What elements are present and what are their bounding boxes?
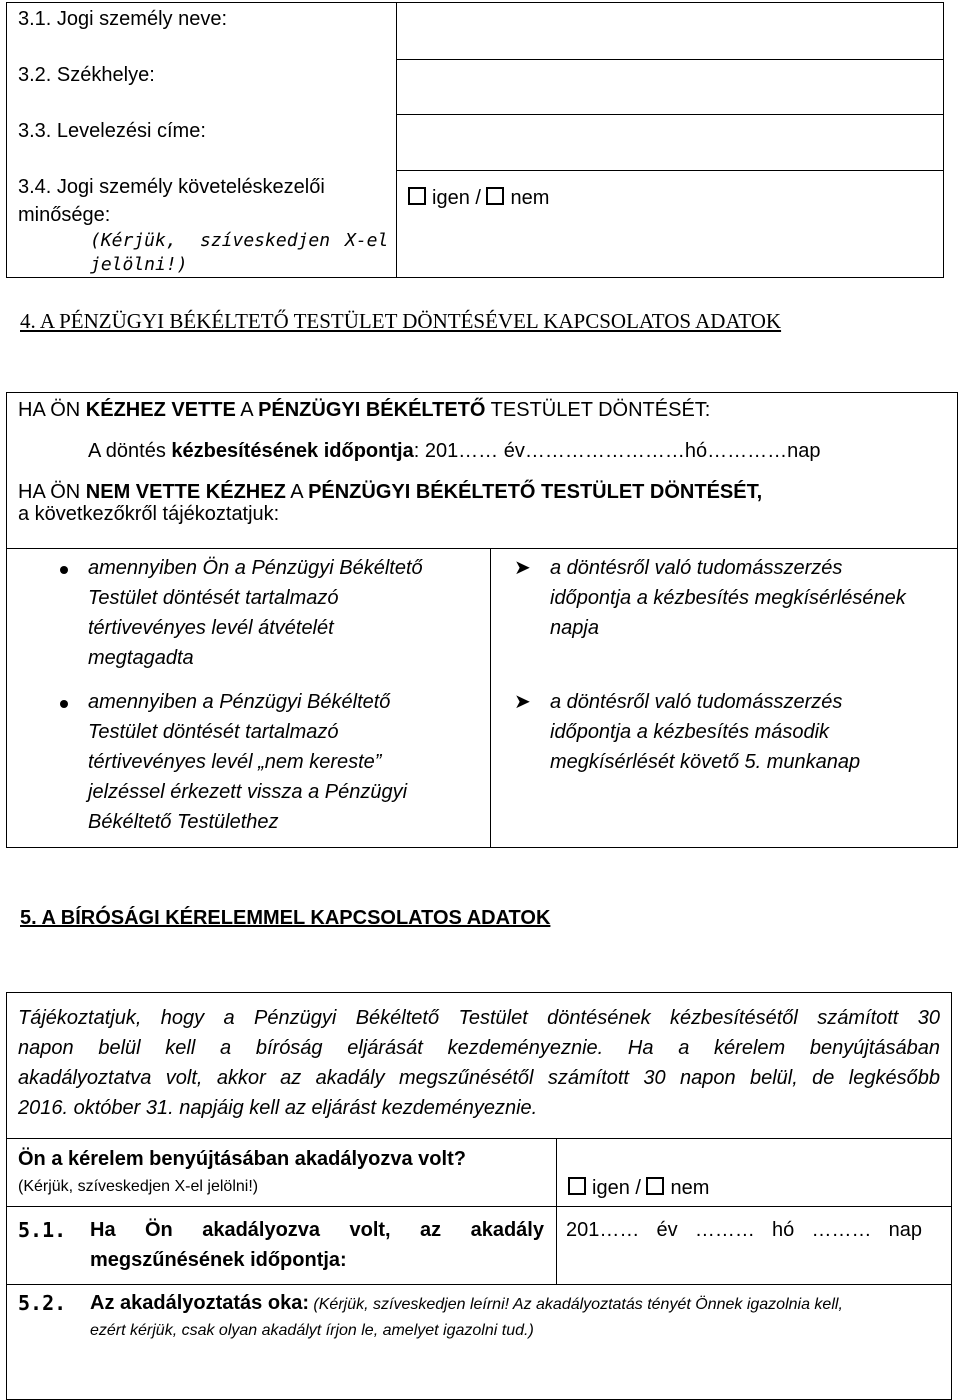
- q51-word: az: [420, 1219, 442, 1241]
- yes-label: igen /: [592, 1177, 647, 1199]
- received-text: A: [235, 399, 259, 421]
- legal-entity-name-label: 3.1. Jogi személy neve:: [18, 8, 227, 30]
- q51-word: akadályozva: [202, 1219, 321, 1241]
- section5-divider: [6, 1138, 952, 1139]
- not-received-text: HA ÖN: [18, 481, 86, 503]
- headquarters-field[interactable]: [398, 61, 942, 113]
- legal-entity-name-field[interactable]: [398, 4, 942, 58]
- no-checkbox[interactable]: [486, 187, 504, 205]
- q51-date-part: hó: [772, 1219, 795, 1241]
- debt-collector-status-label-cont: minősége:: [18, 204, 111, 226]
- mailing-address-field[interactable]: [398, 116, 942, 169]
- headquarters-label: 3.2. Székhelye:: [18, 64, 155, 86]
- delivery-date-line: [88, 436, 820, 466]
- q51-date-part: ………: [811, 1219, 872, 1241]
- q51-date-part: év: [656, 1219, 678, 1241]
- received-bold: PÉNZÜGYI BÉKÉLTETŐ: [258, 399, 486, 421]
- not-received-bold: PÉNZÜGYI BÉKÉLTETŐ TESTÜLET DÖNTÉSÉT,: [308, 481, 763, 503]
- section4-divider: [6, 548, 958, 549]
- section3-column-divider: [396, 2, 397, 278]
- info-line-last: 2016. október 31. napjáig kell az eljárást kezdeményeznie.: [18, 1097, 538, 1119]
- q52-label: Az akadályoztatás oka:: [90, 1292, 309, 1314]
- q51-date-part: 201……: [566, 1219, 640, 1241]
- left-item-line: Testület döntését tartalmazó: [88, 721, 339, 743]
- q52-number: 5.2.: [18, 1291, 67, 1315]
- obstruction-question: Ön a kérelem benyújtásában akadályozva volt?: [18, 1148, 466, 1170]
- bullet-icon: [60, 566, 68, 574]
- obstruction-question-note: (Kérjük, szíveskedjen X-el jelölni!): [18, 1178, 259, 1195]
- q51-question: [90, 1215, 544, 1245]
- left-item-line: amennyiben a Pénzügyi Békéltető: [88, 691, 391, 713]
- arrow-bullet-icon: ➤: [514, 691, 531, 713]
- mark-note-word: szíveskedjen: [200, 230, 331, 251]
- no-label: nem: [670, 1177, 710, 1199]
- not-received-subline: a következőkről tájékoztatjuk:: [18, 503, 280, 525]
- left-item-line: Békéltető Testülethez: [88, 811, 279, 833]
- q51-number: 5.1.: [18, 1218, 67, 1242]
- yes-checkbox[interactable]: [408, 187, 426, 205]
- section3-row-divider: [396, 170, 944, 171]
- section5-divider: [6, 1206, 952, 1207]
- received-text: TESTÜLET DÖNTÉSÉT:: [485, 399, 711, 421]
- yes-checkbox[interactable]: [568, 1177, 586, 1195]
- q51-date-field[interactable]: [566, 1215, 922, 1245]
- info-line: akadályoztatva volt, akkor az akadály megszűnésétől számított 30 napon belül, de legkésőbb: [18, 1067, 940, 1089]
- info-line: napon belül kell a bíróság eljárását kezdeményeznie. Ha a kérelem benyújtásában: [18, 1037, 940, 1059]
- left-item-line: megtagadta: [88, 647, 194, 669]
- delivery-date-bold: kézbesítésének időpontja: [171, 440, 414, 462]
- section3-row-divider: [396, 114, 944, 115]
- section3-row-divider: [396, 59, 944, 60]
- arrow-bullet-icon: ➤: [514, 557, 531, 579]
- info-line: Tájékoztatjuk, hogy a Pénzügyi Békéltető Testület döntésének kézbesítésétől számított 30: [18, 1007, 940, 1029]
- right-item-line: a döntésről való tudomásszerzés: [550, 557, 843, 579]
- mailing-address-label: 3.3. Levelezési címe:: [18, 120, 206, 142]
- q51-word: Ha: [90, 1219, 116, 1241]
- q51-date-part: nap: [888, 1219, 922, 1241]
- mark-note-word: (Kérjük,: [90, 230, 177, 251]
- delivery-date-text: A döntés: [88, 440, 172, 462]
- section4-column-divider: [490, 548, 491, 848]
- debt-collector-status-label: 3.4. Jogi személy követeléskezelői: [18, 176, 325, 198]
- q51-date-part: ………: [694, 1219, 755, 1241]
- section4-heading: 4. A PÉNZÜGYI BÉKÉLTETŐ TESTÜLET DÖNTÉSÉVEL KAPCSOLATOS ADATOK: [20, 309, 782, 333]
- right-item-line: megkísérlését követő 5. munkanap: [550, 751, 861, 773]
- q51-word: akadály: [470, 1219, 544, 1241]
- left-item-line: amennyiben Ön a Pénzügyi Békéltető: [88, 557, 423, 579]
- mark-note-word: X-el: [345, 230, 389, 251]
- not-received-text: A: [285, 481, 309, 503]
- yes-label: igen /: [432, 187, 487, 209]
- q51-word: Ön: [145, 1219, 173, 1241]
- received-text: HA ÖN: [18, 399, 86, 421]
- section5-column-divider: [556, 1138, 557, 1284]
- right-item-line: a döntésről való tudomásszerzés: [550, 691, 843, 713]
- q51-question-cont: megszűnésének időpontja:: [90, 1249, 347, 1271]
- left-item-line: jelzéssel érkezett vissza a Pénzügyi: [88, 781, 408, 803]
- section5-divider: [6, 1284, 952, 1285]
- q52-answer-area[interactable]: [18, 1348, 938, 1396]
- delivery-date-blanks[interactable]: : 201…… év……………………hó…………nap: [413, 440, 821, 462]
- left-item-line: Testület döntését tartalmazó: [88, 587, 339, 609]
- obstruction-choice: [568, 1173, 709, 1203]
- q52-note: (Kérjük, szíveskedjen leírni! Az akadályoztatás tényét Önnek igazolnia kell,: [308, 1296, 843, 1313]
- right-item-line: időpontja a kézbesítés megkísérlésének: [550, 587, 906, 609]
- not-received-bold: NEM VETTE KÉZHEZ: [85, 481, 286, 503]
- debt-collector-choice: [408, 183, 549, 213]
- section5-heading: 5. A BÍRÓSÁGI KÉRELEMMEL KAPCSOLATOS ADATOK: [20, 907, 551, 929]
- received-bold: KÉZHEZ VETTE: [85, 399, 236, 421]
- left-item-line: tértivevényes levél „nem kereste”: [88, 751, 382, 773]
- q51-word: volt,: [349, 1219, 391, 1241]
- mark-note-word: jelölni!): [90, 254, 188, 275]
- bullet-icon: [60, 700, 68, 708]
- left-item-line: tértivevényes levél átvételét: [88, 617, 334, 639]
- no-label: nem: [510, 187, 550, 209]
- right-item-line: időpontja a kézbesítés második: [550, 721, 830, 743]
- right-item-line: napja: [550, 617, 599, 639]
- received-heading: [18, 395, 710, 425]
- q52-note-cont: ezért kérjük, csak olyan akadályt írjon le, amelyet igazolni tud.): [90, 1322, 534, 1339]
- no-checkbox[interactable]: [646, 1177, 664, 1195]
